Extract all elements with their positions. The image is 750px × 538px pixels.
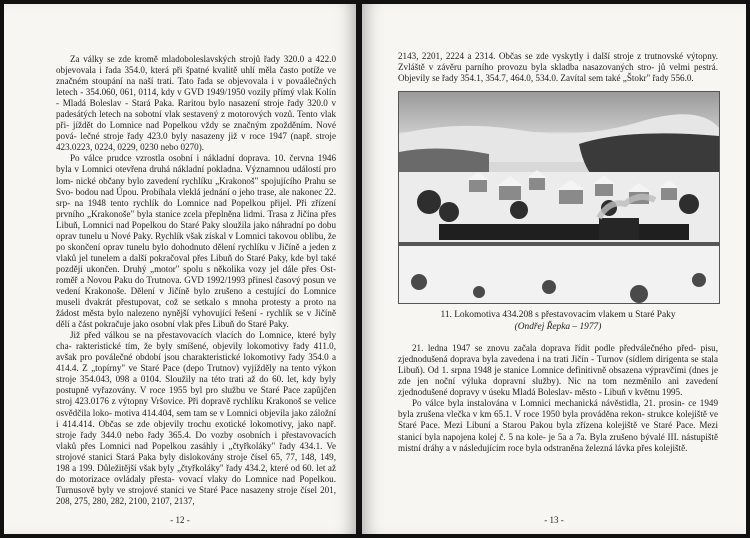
right-paragraph-2: Po válce byla instalována v Lomnici mechanická návěstidla, 21. prosin- ce 1949 byla zrušena vlečka v km 65.1. V roce 1950 byla prováděna rekon- strukce kolejiště ve Staré Pace. Mezi Libuní a Starou Pakou byla zřízena kolejiště ve Staré Pace. Mezi stanicí byla napojena kolej č. 5 na kole- je 5a a 7a. Byla zrušeno bývalé III. nástupiště mistní dráhy a v následujícím roce byla odstraněna železná lávka přes kolejiště. bbox=[398, 398, 718, 453]
left-page-number: - 12 - bbox=[170, 515, 190, 525]
photo-caption: 11. Lokomotiva 434.208 s přestavovacím vlakem u Staré Paky bbox=[440, 310, 676, 321]
right-page bbox=[362, 4, 746, 534]
photo-illustration bbox=[399, 92, 719, 303]
left-paragraph-2: Po válce prudce vzrostla osobní i nákladní doprava. 10. června 1946 byla v Lomnici otevřena druhá nákladní pokladna. Významnou událostí pro lom- nické občany bylo zavedení rychlíku „Krakonoš" spojujícího Prahu se Svo- bodou nad Úpou. Probíhala vleklá jednání o jeho trase, ale nakonec 22. srp- na 1948 tento rychlík do Lomnice nad Popelkou přijel. Při zřízení prvního „Krakonoše" byla stanice zcela přeplněna lidmi. Trasa z Jičína přes Libuň, Lomnici nad Popelkou do Staré Paky sloužila jako náhradní po dobu oprav tunelu u Nové Paky. Rychlík však získal v Lomnici takovou oblibu, že po skončení oprav tunelu bylo dohodnuto dělení rychlíku v Jičíně a jeden z vlaků jel tunelem a další pokračoval přes Libuň do Staré Paky, kde byl také později ukončen. Druhý „motor" spolu s několika vozy jel dále přes Ost- roměř a Novou Paku do Trutnova. GVD 1992/1993 přinesl časový posun ve vedení Krakonoše. Dělení v Jičíně bylo zrušeno a cestující do Lomnice museli dvakrát přestupovat, což se setkalo s mnoha protesty a proto na žádost města bylo nalezeno nynější vyhovující řešení - rychlík se v Jičíně dělí a část pokračuje jako osobní vlak přes Libuň do Staré Paky. bbox=[56, 153, 336, 330]
photo-caption-block bbox=[398, 309, 718, 333]
winter-train-photo bbox=[398, 91, 720, 304]
right-paragraph-1: 21. ledna 1947 se znovu začala doprava řídit podle předválečného před- pisu, zjednodušená doprava byla zavedena i na trati Jičín - Turnov (sídlem dirigenta se stala Libuň). Od 1. srpna 1948 je stanice Lomnice definitivně obsazena výpravčími (dnes je zde jen noční výluka dopravní služby). Nic na tom nezměnilo ani zavedení zjednodušené dopravy v úseku Mladá Boleslav- město - Libuň v květnu 1995. bbox=[398, 343, 718, 398]
left-page bbox=[4, 4, 356, 534]
right-top-text: 2143, 2201, 2224 a 2314. Občas se zde vyskytly i další stroje z trutnovské výtopny. Zvláště v závěru parního provozu byla skladba nasazovaných stro- jů velmi pestrá. Objevily se řady 354.1, 354.7, 464.0, 534.0. Zavítal sem také „Štokr" řady 556.0. bbox=[398, 51, 718, 84]
left-paragraph-3: Již před válkou se na přestavovacích vlacích do Lomnice, které byly cha- rakteristické tím, že byly smíšené, objevily lokomotivy řady 411.0, avšak pro poválečné období jsou charakteristické lokomotivy řady 354.0 a 414.4. Z „topírny" ve Staré Pace (depo Trutnov) vyjížděly na tento výkon stroje 354.043, 098 a 0104. Sloužily na této trati až do 60. let, kdy byly postupně vyřazovány. V roce 1955 byl pro službu ve Staré Pace zapůjčen stroj 423.0176 z výtopny Vršovice. Při dopravě rychlíku Krakonoš se velice osvědčila loko- motiva 414.404, sem tam se v Lomnici objevila jako záložní i 414.414. Občas se zde objevily trochu exotické lokomotivy, jako např. stroje řady 344.0 nebo řady 365.4. Do vozby osobních i přestavovacích vlaků přes Lomnici nad Popelkou zasáhly i „čtyřkoláky" řady 434.1. Ve strojové stanici Stará Paka byly dislokovány stroje čísel 65, 77, 148, 149, 198 a 199. Důležitější však byly „čtyřkoláky" řady 434.2, které od 60. let až do motorizace ovládaly přesta- vovací vlaky do Lomnice nad Popelkou. Turnusově byly ve strojové stanici ve Staré Pace nasazeny stroje čísel 201, 208, 275, 280, 282, 2100, 2107, 2137, bbox=[56, 330, 336, 506]
photo-author: (Ondřej Řepka – 1977) bbox=[514, 322, 602, 333]
right-page-number: - 13 - bbox=[544, 515, 564, 525]
right-body bbox=[398, 343, 718, 453]
left-paragraph-1: Za války se zde kromě mladoboleslavských strojů řady 320.0 a 422.0 objevovala i řada 354.0, která při špatné kvalitě uhlí měla často potíže ve značném stoupání na naší trati. Tato řada se objevovala i v povaálečných letech - 354.060, 061, 0114, kdy v GVD 1949/1950 vozily přímý vlak Kolín - Mladá Boleslav - Stará Paka. Raritou bylo nasazení stroje řady 320.0 v padesátých letech na sobotní vlak sestavený z motorových vozů. Tento vlak při- jíždět do Lomnice nad Popelkou vždy se značným zpožděním. Nové pová- lečné stroje řady 423.0 byly nasazeny již v roce 1947 (např. stroje 423.0223, 0224, 0229, 0230 nebo 0270). bbox=[56, 54, 336, 153]
